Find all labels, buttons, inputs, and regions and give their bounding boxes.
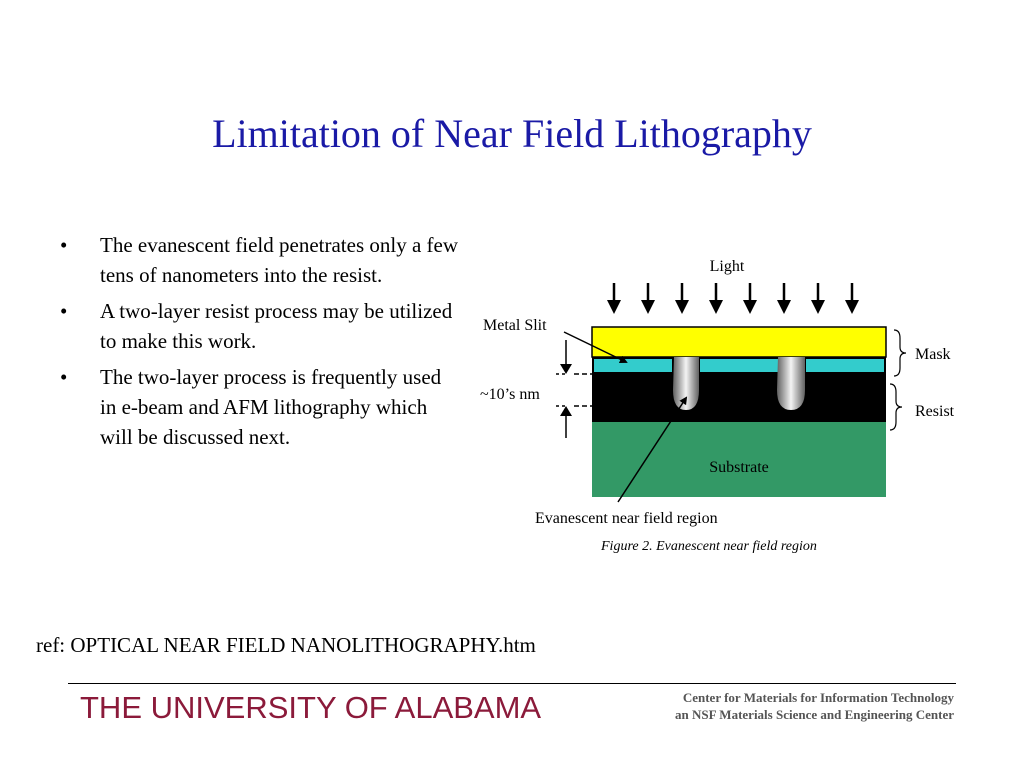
center-info bbox=[675, 689, 954, 723]
metal-slit-label: Metal Slit bbox=[483, 317, 547, 334]
thickness-label: ~10’s nm bbox=[480, 386, 540, 403]
bullet-item bbox=[58, 362, 458, 452]
evanescent-field-shape bbox=[673, 357, 699, 410]
metal-block bbox=[700, 359, 778, 372]
figure-caption: Figure 2. Evanescent near field region bbox=[601, 539, 817, 554]
center-line-2: an NSF Materials Science and Engineering Center bbox=[675, 707, 954, 722]
mask-top-layer bbox=[592, 327, 886, 357]
bullet-glyph: • bbox=[60, 365, 68, 389]
thickness-dimension bbox=[556, 340, 592, 438]
bullet-item bbox=[58, 296, 458, 356]
diagram-svg bbox=[470, 250, 980, 560]
metal-block bbox=[594, 359, 672, 372]
university-logo-text: THE UNIVERSITY OF ALABAMA bbox=[80, 690, 542, 725]
bullet-list bbox=[58, 230, 458, 458]
resist-layer bbox=[592, 374, 886, 422]
bullet-text: A two-layer resist process may be utilized to make this work. bbox=[100, 299, 453, 353]
metal-block bbox=[806, 359, 884, 372]
resist-label: Resist bbox=[915, 403, 955, 420]
arrow-up-icon bbox=[560, 406, 572, 416]
center-line-1: Center for Materials for Information Technology bbox=[682, 690, 954, 705]
mask-brace bbox=[894, 330, 906, 376]
light-label: Light bbox=[709, 258, 745, 275]
mask-label: Mask bbox=[915, 346, 951, 363]
substrate-label: Substrate bbox=[709, 459, 769, 476]
footer-divider bbox=[68, 683, 956, 684]
bullet-text: The two-layer process is frequently used in e-beam and AFM lithography which will be discussed next. bbox=[100, 365, 442, 449]
near-field-diagram bbox=[470, 250, 980, 560]
evanescent-label: Evanescent near field region bbox=[535, 510, 718, 527]
bullet-item bbox=[58, 230, 458, 290]
bullet-glyph: • bbox=[60, 299, 68, 323]
reference-text: ref: OPTICAL NEAR FIELD NANOLITHOGRAPHY.htm bbox=[36, 633, 536, 657]
evanescent-field-shape bbox=[777, 357, 805, 410]
slide-title: Limitation of Near Field Lithography bbox=[212, 111, 812, 156]
bullet-glyph: • bbox=[60, 233, 68, 257]
light-arrows bbox=[607, 283, 859, 314]
bullet-text: The evanescent field penetrates only a few tens of nanometers into the resist. bbox=[100, 233, 458, 287]
resist-brace bbox=[890, 384, 902, 430]
arrow-down-icon bbox=[560, 364, 572, 374]
